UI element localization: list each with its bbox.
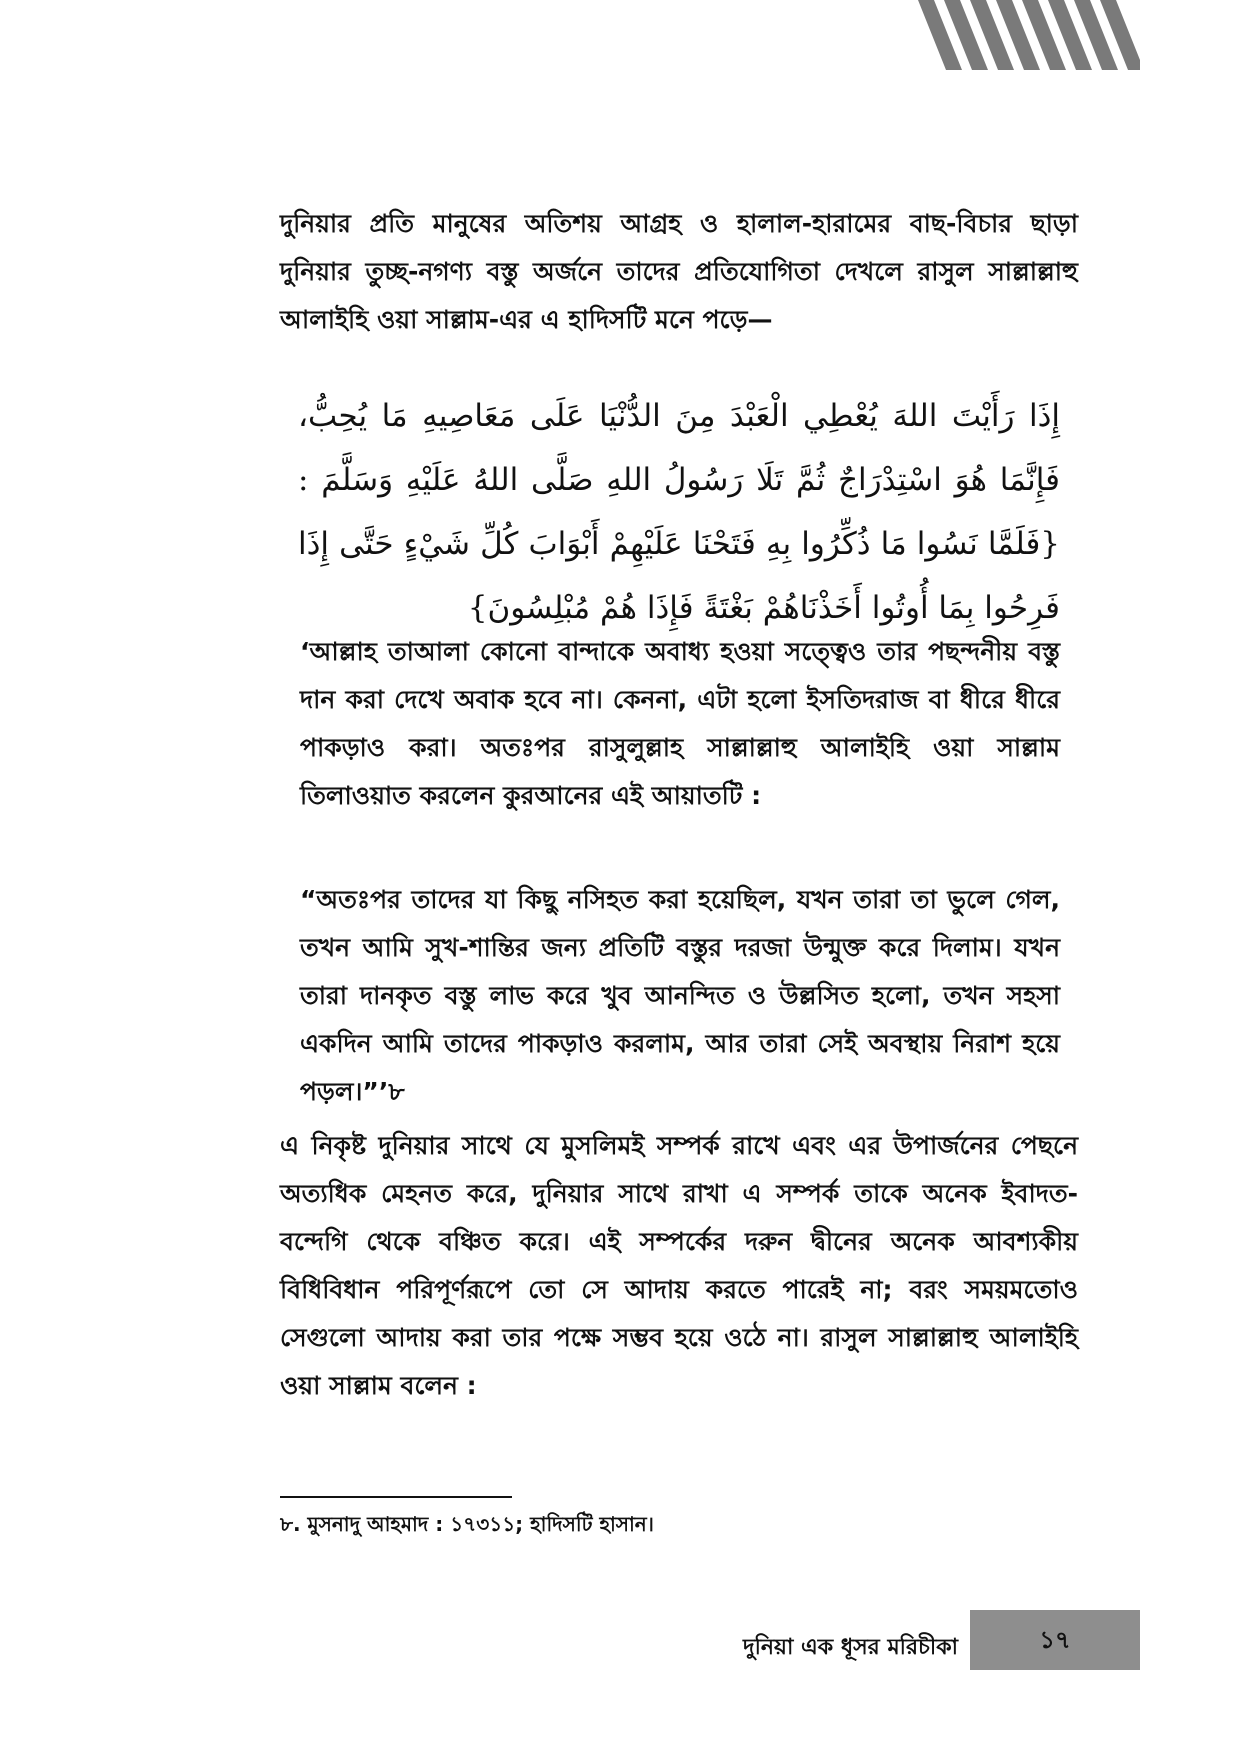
page-number: ১৭ xyxy=(1039,1626,1071,1654)
intro-paragraph: দুনিয়ার প্রতি মানুষের অতিশয় আগ্রহ ও হালাল-হারামের বাছ-বিচার ছাড়া দুনিয়ার তুচ্ছ-নগণ্য বস্তু অর্জনে তাদের প্রতিযোগিতা দেখলে রাসুল সাল্লাল্লাহু আলাইহি ওয়া সাল্লাম-এর এ হাদিসটি মনে পড়ে— xyxy=(280,209,1078,334)
page-number-box xyxy=(970,1610,1140,1670)
body-paragraph: এ নিকৃষ্ট দুনিয়ার সাথে যে মুসলিমই সম্পর্ক রাখে এবং এর উপার্জনের পেছনে অত্যধিক মেহনত করে, দুনিয়ার সাথে রাখা এ সম্পর্ক তাকে অনেক ইবাদত-বন্দেগি থেকে বঞ্চিত করে। এই সম্পর্কের দরুন দ্বীনের অনেক আবশ্যকীয় বিধিবিধান পরিপূর্ণরূপে তো সে আদায় করতে পারেই না; বরং সময়মতোও সেগুলো আদায় করা তার পক্ষে সম্ভব হয়ে ওঠে না। রাসুল সাল্লাল্লাহু আলাইহি ওয়া সাল্লাম বলেন : xyxy=(280,1131,1078,1400)
arabic-hadith-text: إِذَا رَأَيْتَ اللهَ يُعْطِي الْعَبْدَ مِنَ الدُّنْيَا عَلَى مَعَاصِيهِ مَا يُحِبُّ، فَإِنَّمَا هُوَ اسْتِدْرَاجٌ ثُمَّ تَلَا رَسُولُ اللهِ صَلَّى اللهُ عَلَيْهِ وَسَلَّمَ : {فَلَمَّا نَسُوا مَا ذُكِّرُوا بِهِ فَتَحْنَا عَلَيْهِمْ أَبْوَابَ كُلِّ شَيْءٍ حَتَّى إِذَا فَرِحُوا بِمَا أُوتُوا أَخَذْنَاهُمْ بَغْتَةً فَإِذَا هُمْ مُبْلِسُونَ} xyxy=(298,398,1060,626)
running-footer-title: দুনিয়া এক ধূসর মরিচীকা xyxy=(743,1635,958,1660)
footnote-divider xyxy=(280,1496,512,1498)
decorative-stripes xyxy=(918,0,1140,70)
quran-quote: “অতঃপর তাদের যা কিছু নসিহত করা হয়েছিল, যখন তারা তা ভুলে গেল, তখন আমি সুখ-শান্তির জন্য প্রতিটি বস্তুর দরজা উন্মুক্ত করে দিলাম। যখন তারা দানকৃত বস্তু লাভ করে খুব আনন্দিত ও উল্লসিত হলো, তখন সহসা একদিন আমি তাদের পাকড়াও করলাম, আর তারা সেই অবস্থায় নিরাশ হয়ে পড়ল।”’৮ xyxy=(300,885,1060,1106)
hadith-translation: ‘আল্লাহ তাআলা কোনো বান্দাকে অবাধ্য হওয়া সত্ত্বেও তার পছন্দনীয় বস্তু দান করা দেখে অবাক হবে না। কেননা, এটা হলো ইসতিদরাজ বা ধীরে ধীরে পাকড়াও করা। অতঃপর রাসুলুল্লাহ সাল্লাল্লাহু আলাইহি ওয়া সাল্লাম তিলাওয়াত করলেন কুরআনের এই আয়াতটি : xyxy=(300,637,1060,810)
footnote: ৮. মুসনাদু আহমাদ : ১৭৩১১; হাদিসটি হাসান। xyxy=(280,1512,654,1536)
